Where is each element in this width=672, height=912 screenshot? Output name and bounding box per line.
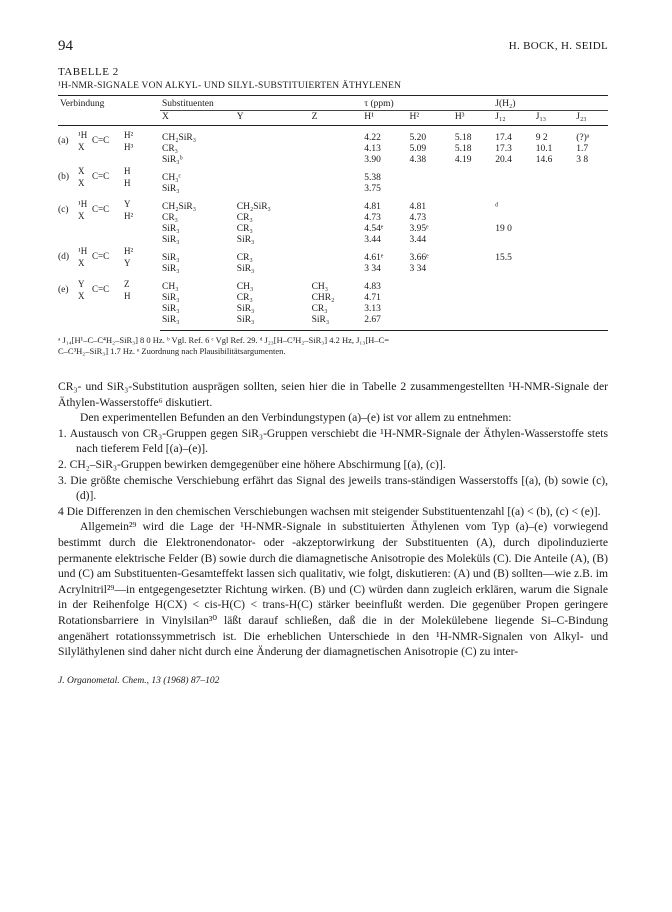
compound-type-label: (d) (58, 252, 70, 262)
cell-j13 (534, 166, 574, 184)
cell-h2 (408, 275, 453, 293)
structure-substituent-top-right: Y (124, 199, 131, 209)
cell-z (310, 184, 363, 195)
structure-substituent-top-right: H² (124, 130, 134, 140)
compound-type-label: (b) (58, 172, 70, 182)
cell-x: CH₂SiR₃ (162, 133, 197, 143)
cell-h2: 3.95ᵉ (409, 224, 429, 234)
nmr-table-body (58, 126, 608, 331)
finding-item-4: 4 Die Differenzen in den chemischen Verschiebungen wachsen mit steigender Substituentenzahl [(a) < (b), (c) < (e)]. (58, 504, 601, 518)
cell-h1: 4.73 (364, 213, 381, 223)
cell-h3 (453, 213, 493, 224)
cell-j13 (534, 275, 574, 293)
compound-structure (58, 126, 160, 167)
compound-structure (58, 166, 160, 195)
header-h2: H² (408, 111, 453, 126)
cell-j13 (534, 264, 574, 275)
cell-h3 (453, 195, 493, 213)
structure-substituent-top-left: ¹H (78, 246, 88, 256)
running-head-authors: H. BOCK, H. SEIDL (508, 40, 608, 52)
cell-h2: 5.20 (409, 133, 427, 143)
compound-type-label: (c) (58, 205, 69, 215)
cell-h2: 5.09 (409, 144, 427, 154)
cell-j12 (493, 275, 533, 293)
cell-j23 (574, 213, 608, 224)
cell-h1: 3.75 (364, 184, 381, 194)
cell-h3 (453, 293, 493, 304)
journal-page (58, 38, 608, 686)
finding-item-3: 3. Die größte chemische Verschiebung erfährt das Signal des jeweils trans-ständigen Wasserstoffs [(a), (b) sowie (c), (d)]. (58, 473, 608, 503)
double-bond-icon: C=C (92, 171, 110, 181)
structure-substituent-top-left: ¹H (78, 199, 88, 209)
structure-substituent-bottom-left: X (78, 291, 85, 301)
compound-structure (58, 246, 160, 275)
cell-j12: ᵈ (495, 202, 499, 212)
header-j23: J₂₃ (574, 111, 608, 126)
cell-j12 (493, 315, 533, 331)
header-verbindung: Verbindung (58, 96, 160, 111)
table-label: TABELLE 2 (58, 66, 119, 78)
table-row (58, 126, 608, 145)
cell-x: SiR₃ (162, 264, 180, 274)
cell-j12 (493, 304, 533, 315)
cell-h2 (408, 293, 453, 304)
cell-x: CH₂SiR₃ (162, 202, 197, 212)
cell-x: SiR₃ (162, 293, 180, 303)
header-y: Y (235, 111, 310, 126)
ethylene-structure (78, 166, 138, 188)
cell-j12: 20.4 (495, 155, 512, 165)
cell-j23 (574, 195, 608, 213)
ethylene-structure (78, 279, 138, 301)
double-bond-icon: C=C (92, 284, 110, 294)
cell-j13 (534, 184, 574, 195)
cell-x: SiR₃ (162, 304, 180, 314)
cell-j23 (574, 293, 608, 304)
cell-j13 (534, 195, 574, 213)
cell-j23: (?)ᵃ (576, 133, 590, 143)
ethylene-structure (78, 130, 138, 152)
cell-j12: 17.4 (495, 133, 512, 143)
cell-z: CH₃ (311, 282, 329, 292)
compound-type-label: (a) (58, 136, 69, 146)
cell-z (310, 224, 363, 235)
cell-j13 (534, 246, 574, 264)
cell-h3: 4.19 (454, 155, 472, 165)
cell-x: CR₃ (162, 144, 178, 154)
cell-j23 (574, 224, 608, 235)
double-bond-icon: C=C (92, 251, 110, 261)
cell-j13 (534, 293, 574, 304)
cell-y: SiR₃ (235, 315, 310, 331)
cell-x: SiR₃ (162, 184, 180, 194)
cell-h3 (453, 166, 493, 184)
cell-x: SiR₃ (160, 315, 235, 331)
cell-j13 (534, 224, 574, 235)
cell-x: CH₃ᶜ (162, 173, 181, 183)
cell-z (310, 213, 363, 224)
cell-x: CR₃ (162, 213, 178, 223)
cell-j13 (534, 315, 574, 331)
cell-j12 (493, 213, 533, 224)
page-header (58, 38, 608, 60)
cell-j23 (574, 235, 608, 246)
cell-x: SiR₃ (162, 235, 180, 245)
cell-h3: 5.18 (454, 144, 472, 154)
cell-h2: 3.44 (409, 235, 427, 245)
structure-substituent-bottom-right: Y (124, 258, 131, 268)
ethylene-structure (78, 246, 138, 268)
cell-z: SiR₃ (310, 315, 363, 331)
cell-j12: 19 0 (495, 224, 512, 234)
cell-x: SiR₃ᵇ (162, 155, 183, 165)
cell-y (235, 184, 310, 195)
footnote-line-1: ᵃ J₁₄[H¹–C–C⁴H₂–SiR₃] 8 0 Hz. ᵇ Vgl. Ref. 6 ᶜ Vgl Ref. 29. ᵈ J₂₃[H–C³H₂–SiR₃] 4.2 Hz, J₁₃[H–C= (58, 335, 390, 345)
cell-y: CR₃ (236, 213, 253, 223)
cell-y (235, 155, 310, 166)
cell-z (310, 166, 363, 184)
cell-h3 (453, 224, 493, 235)
structure-substituent-top-left: X (78, 166, 85, 176)
cell-y: CR₃ (236, 224, 253, 234)
cell-j12: 17.3 (495, 144, 512, 154)
cell-h1: 3.44 (364, 235, 381, 245)
double-bond-icon: C=C (92, 204, 110, 214)
header-j12: J₁₂ (493, 111, 533, 126)
header-substituenten: Substituenten (160, 96, 362, 111)
structure-substituent-bottom-right: H (124, 291, 131, 301)
table-footnotes (58, 335, 608, 357)
table-row (58, 166, 608, 184)
cell-h3 (453, 304, 493, 315)
cell-h2: 3 34 (409, 264, 427, 274)
structure-substituent-bottom-left: X (78, 258, 85, 268)
cell-h1: 4.22 (364, 133, 381, 143)
cell-h2 (408, 184, 453, 195)
page-number: 94 (58, 38, 73, 54)
cell-j23 (574, 246, 608, 264)
cell-z (310, 195, 363, 213)
cell-z (310, 126, 363, 145)
journal-footer: J. Organometal. Chem., 13 (1968) 87–102 (58, 675, 220, 686)
structure-substituent-top-right: Z (124, 279, 130, 289)
body-text (58, 379, 608, 660)
cell-j23 (574, 304, 608, 315)
cell-h1: 4.61ᵉ (364, 253, 384, 263)
cell-x: SiR₃ (162, 224, 180, 234)
cell-h2: 4.81 (409, 202, 427, 212)
cell-h2: 4.73 (409, 213, 427, 223)
table-row (58, 246, 608, 264)
cell-j13 (534, 213, 574, 224)
cell-z (310, 264, 363, 275)
cell-h1: 3.13 (364, 304, 381, 314)
cell-x: SiR₃ (162, 253, 180, 263)
structure-substituent-bottom-left: X (78, 211, 85, 221)
discussion-paragraph: Allgemein²⁹ wird die Lage der ¹H-NMR-Signale in substituierten Äthylenen vom Typ (a)–(e) vorwiegend bestimmt durch die Elektronendonator- oder -akzeptorwirkung der Substituenten (A), durch dipolinduzierte permanente elektrische Felder (B) sowie durch die diamagnetische Anisotropie des Moleküls (C). Die Anteile (A), (B) und (C) am Substituenten-Gesamteffekt lassen sich qualitativ, wie folgt, diskutieren: (A) und (B) sollten—wie z.B. im Acrylnitril²⁹—in entgegengesetzter Richtung wirken. (B) und (C) würden dann zugleich erklären, warum die Signale in der Reihenfolge H(CX) < cis-H(C) < trans-H(C) stärker beeinflußt werden. Die gegenüber Propen geringere Rotationsbarriere in Vinylsilan³⁰ läßt darauf schließen, daß die in der Molekülebene liegende Si–C-Bindung angenähert rotationssymmetrisch ist. Die erheblichen Unterschiede in den ¹H-NMR-Signalen von Alkyl- und Silyläthylenen sind daher nicht durch eine Änderung der diamagnetischen Anisotropie (C) zu inter- (58, 520, 608, 659)
cell-j23: 1.7 (576, 144, 589, 154)
cell-h1: 5.38 (364, 173, 381, 183)
cell-y (235, 144, 310, 155)
intro-paragraph: CR₃- und SiR₃-Substitution ausprägen sollten, seien hier die in Tabelle 2 zusammengestellten ¹H-NMR-Signale der Äthylen-Wasserstoffe⁶ diskutiert. (58, 380, 608, 409)
cell-j12: 15.5 (495, 253, 512, 263)
compound-type-label: (e) (58, 285, 69, 295)
cell-h1: 3 34 (364, 264, 381, 274)
cell-z (310, 155, 363, 166)
header-j: J(H₂) (493, 96, 608, 111)
cell-j12 (493, 184, 533, 195)
cell-y: CH₂SiR₃ (236, 202, 271, 212)
header-z: Z (310, 111, 363, 126)
nmr-table (58, 95, 608, 331)
cell-h3 (453, 315, 493, 331)
structure-substituent-top-left: Y (78, 279, 85, 289)
cell-j23 (574, 184, 608, 195)
cell-h1: 4.83 (364, 282, 381, 292)
structure-substituent-top-right: H² (124, 246, 134, 256)
header-j13: J₁₃ (534, 111, 574, 126)
cell-h1: 3.90 (364, 155, 381, 165)
structure-substituent-bottom-right: H² (124, 211, 134, 221)
cell-h1: 2.67 (362, 315, 407, 331)
cell-j23 (574, 315, 608, 331)
ethylene-structure (78, 199, 138, 221)
cell-h3 (453, 264, 493, 275)
cell-y: SiR₃ (236, 304, 255, 314)
cell-h1: 4.13 (364, 144, 381, 154)
compound-structure (58, 195, 160, 246)
cell-j13: 14.6 (535, 155, 553, 165)
cell-z: CR₃ (311, 304, 328, 314)
cell-h2: 4.38 (409, 155, 427, 165)
cell-h1: 4.71 (364, 293, 381, 303)
structure-substituent-top-left: ¹H (78, 130, 88, 140)
cell-y: SiR₃ (236, 235, 255, 245)
cell-h3 (453, 275, 493, 293)
structure-substituent-bottom-left: X (78, 178, 85, 188)
cell-y (235, 166, 310, 184)
cell-h3 (453, 235, 493, 246)
findings-intro: Den experimentellen Befunden an den Verbindungstypen (a)–(e) ist vor allem zu entnehmen: (80, 411, 512, 425)
header-blank (58, 111, 160, 126)
cell-j13: 9 2 (535, 133, 548, 143)
cell-j13 (534, 235, 574, 246)
cell-j12 (493, 166, 533, 184)
cell-j23: 3 8 (576, 155, 589, 165)
structure-substituent-bottom-right: H³ (124, 142, 134, 152)
cell-h2: 3.66ᵉ (409, 253, 429, 263)
cell-j12 (493, 293, 533, 304)
cell-j23 (574, 166, 608, 184)
cell-x: CH₃ (162, 282, 179, 292)
table-row (58, 275, 608, 293)
cell-z (310, 246, 363, 264)
cell-h3 (453, 246, 493, 264)
table-row (58, 195, 608, 213)
cell-y: CR₃ (236, 253, 253, 263)
structure-substituent-bottom-right: H (124, 178, 131, 188)
header-x: X (160, 111, 235, 126)
cell-y: CH₃ (236, 282, 254, 292)
cell-j13 (534, 304, 574, 315)
header-tau: τ (ppm) (362, 96, 493, 111)
footnote-line-2: C–C³H₂–SiR₃] 1.7 Hz. ᵉ Zuordnung nach Plausibilitätsargumenten. (58, 346, 286, 356)
cell-z: CHR₂ (311, 293, 335, 303)
cell-y (235, 126, 310, 145)
cell-j13: 10.1 (535, 144, 553, 154)
cell-h3 (453, 184, 493, 195)
table-caption: ¹H-NMR-SIGNALE VON ALKYL- UND SILYL-SUBSTITUIERTEN ÄTHYLENEN (58, 81, 402, 91)
cell-z (310, 235, 363, 246)
cell-j23 (574, 275, 608, 293)
cell-h1: 4.54ᵉ (364, 224, 384, 234)
header-h3: H³ (453, 111, 493, 126)
double-bond-icon: C=C (92, 135, 110, 145)
compound-structure (58, 275, 160, 331)
cell-j12 (493, 235, 533, 246)
cell-h2 (408, 315, 453, 331)
cell-y: SiR₃ (236, 264, 255, 274)
cell-h2 (408, 304, 453, 315)
header-h1: H¹ (362, 111, 407, 126)
cell-h3: 5.18 (454, 133, 472, 143)
cell-j23 (574, 264, 608, 275)
cell-j12 (493, 264, 533, 275)
cell-z (310, 144, 363, 155)
structure-substituent-bottom-left: X (78, 142, 85, 152)
cell-h1: 4.81 (364, 202, 381, 212)
finding-item-1: 1. Austausch von CR₃-Gruppen gegen SiR₃-Gruppen verschiebt die ¹H-NMR-Signale der Äthylen-Wasserstoffe stets nach tieferem Feld [(a)–(e)]. (58, 426, 608, 456)
finding-item-2: 2. CH₂–SiR₃-Gruppen bewirken demgegenüber eine höhere Abschirmung [(a), (c)]. (58, 457, 446, 471)
cell-h2 (408, 166, 453, 184)
structure-substituent-top-right: H (124, 166, 131, 176)
cell-y: CR₃ (236, 293, 253, 303)
